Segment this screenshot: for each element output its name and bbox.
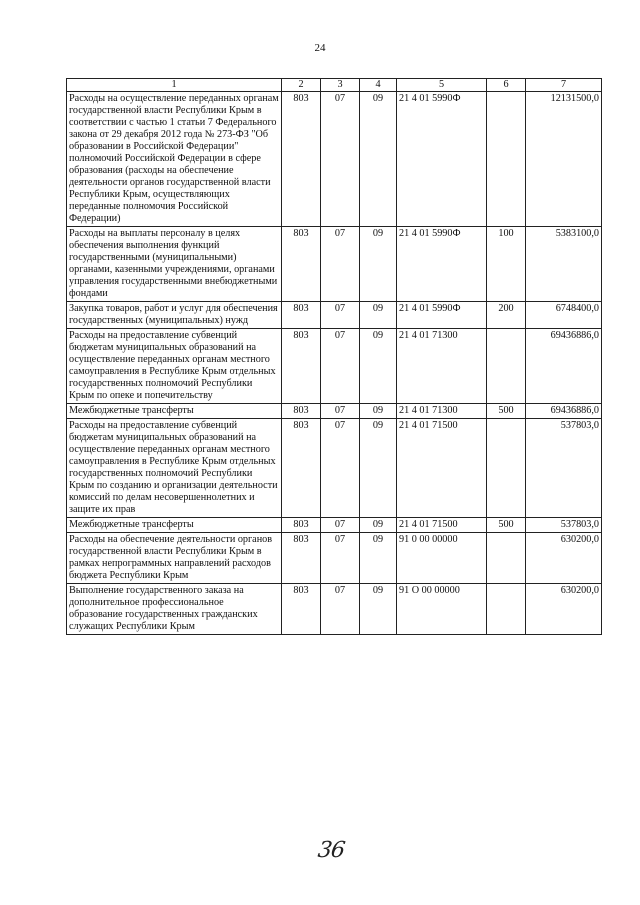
ministry-code: 803 <box>282 419 321 518</box>
row-name: Расходы на осуществление переданных органам государственной власти Республики Крым в соответствии с частью 1 статьи 7 Федерального закона от 29 декабря 2012 года № 273-ФЗ "Об образовании в Российской Федерации" полномочий Российской Федерации в сфере образования (расходы на обеспечение деятельности органов государственной власти Республики Крым, осуществляющих переданные полномочия Российской Федерации) <box>67 92 282 227</box>
amount: 537803,0 <box>526 419 602 518</box>
column-header: 2 <box>282 79 321 92</box>
section-code: 07 <box>321 404 360 419</box>
subsection-code: 09 <box>360 92 397 227</box>
table-row <box>67 419 602 518</box>
section-code: 07 <box>321 419 360 518</box>
expense-type-code <box>487 533 526 584</box>
section-code: 07 <box>321 92 360 227</box>
row-name: Межбюджетные трансферты <box>67 518 282 533</box>
column-header: 3 <box>321 79 360 92</box>
ministry-code: 803 <box>282 518 321 533</box>
section-code: 07 <box>321 302 360 329</box>
subsection-code: 09 <box>360 533 397 584</box>
table-row <box>67 92 602 227</box>
page-number: 24 <box>314 42 326 54</box>
table-row <box>67 584 602 635</box>
table-row <box>67 518 602 533</box>
target-code: 21 4 01 71500 <box>397 518 487 533</box>
ministry-code: 803 <box>282 533 321 584</box>
column-header: 1 <box>67 79 282 92</box>
amount: 630200,0 <box>526 584 602 635</box>
row-name: Расходы на предоставление субвенций бюджетам муниципальных образований на осуществление переданных органам местного самоуправления в Республике Крым отдельных государственных полномочий Республики Крым по опеке и попечительству <box>67 329 282 404</box>
table-row <box>67 227 602 302</box>
row-name: Расходы на обеспечение деятельности органов государственной власти Республики Крым в рамках непрограммных направлений расходов бюджета Республики Крым <box>67 533 282 584</box>
column-header: 6 <box>487 79 526 92</box>
amount: 12131500,0 <box>526 92 602 227</box>
row-name: Расходы на выплаты персоналу в целях обеспечения выполнения функций государственными (муниципальными) органами, казенными учреждениями, органами управления государственными внебюджетными фондами <box>67 227 282 302</box>
amount: 6748400,0 <box>526 302 602 329</box>
column-header: 7 <box>526 79 602 92</box>
expense-type-code <box>487 92 526 227</box>
table-row <box>67 404 602 419</box>
handwritten-page-mark: 36 <box>316 838 346 863</box>
row-name: Межбюджетные трансферты <box>67 404 282 419</box>
target-code: 21 4 01 5990Ф <box>397 92 487 227</box>
subsection-code: 09 <box>360 329 397 404</box>
ministry-code: 803 <box>282 227 321 302</box>
section-code: 07 <box>321 533 360 584</box>
section-code: 07 <box>321 227 360 302</box>
column-header: 4 <box>360 79 397 92</box>
table-row <box>67 302 602 329</box>
target-code: 21 4 01 71300 <box>397 404 487 419</box>
table-row <box>67 533 602 584</box>
subsection-code: 09 <box>360 419 397 518</box>
target-code: 91 0 00 00000 <box>397 533 487 584</box>
target-code: 21 4 01 71300 <box>397 329 487 404</box>
target-code: 21 4 01 5990Ф <box>397 302 487 329</box>
section-code: 07 <box>321 584 360 635</box>
subsection-code: 09 <box>360 302 397 329</box>
target-code: 21 4 01 71500 <box>397 419 487 518</box>
ministry-code: 803 <box>282 302 321 329</box>
expense-type-code <box>487 584 526 635</box>
amount: 537803,0 <box>526 518 602 533</box>
expense-type-code: 500 <box>487 404 526 419</box>
subsection-code: 09 <box>360 404 397 419</box>
amount: 69436886,0 <box>526 329 602 404</box>
table-row <box>67 329 602 404</box>
expense-type-code: 200 <box>487 302 526 329</box>
amount: 5383100,0 <box>526 227 602 302</box>
target-code: 21 4 01 5990Ф <box>397 227 487 302</box>
ministry-code: 803 <box>282 404 321 419</box>
ministry-code: 803 <box>282 92 321 227</box>
section-code: 07 <box>321 518 360 533</box>
row-name: Расходы на предоставление субвенций бюджетам муниципальных образований на осуществление переданных органам местного самоуправления в Республике Крым отдельных государственных полномочий Республики Крым по созданию и организации деятельности комиссий по делам несовершеннолетних и защите их прав <box>67 419 282 518</box>
subsection-code: 09 <box>360 584 397 635</box>
ministry-code: 803 <box>282 584 321 635</box>
expense-type-code <box>487 329 526 404</box>
budget-table <box>66 78 602 635</box>
expense-type-code: 100 <box>487 227 526 302</box>
ministry-code: 803 <box>282 329 321 404</box>
header-row <box>67 79 602 92</box>
subsection-code: 09 <box>360 227 397 302</box>
section-code: 07 <box>321 329 360 404</box>
row-name: Закупка товаров, работ и услуг для обеспечения государственных (муниципальных) нужд <box>67 302 282 329</box>
amount: 69436886,0 <box>526 404 602 419</box>
column-header: 5 <box>397 79 487 92</box>
expense-type-code <box>487 419 526 518</box>
target-code: 91 О 00 00000 <box>397 584 487 635</box>
row-name: Выполнение государственного заказа на дополнительное профессиональное образование государственных гражданских служащих Республики Крым <box>67 584 282 635</box>
subsection-code: 09 <box>360 518 397 533</box>
expense-type-code: 500 <box>487 518 526 533</box>
amount: 630200,0 <box>526 533 602 584</box>
